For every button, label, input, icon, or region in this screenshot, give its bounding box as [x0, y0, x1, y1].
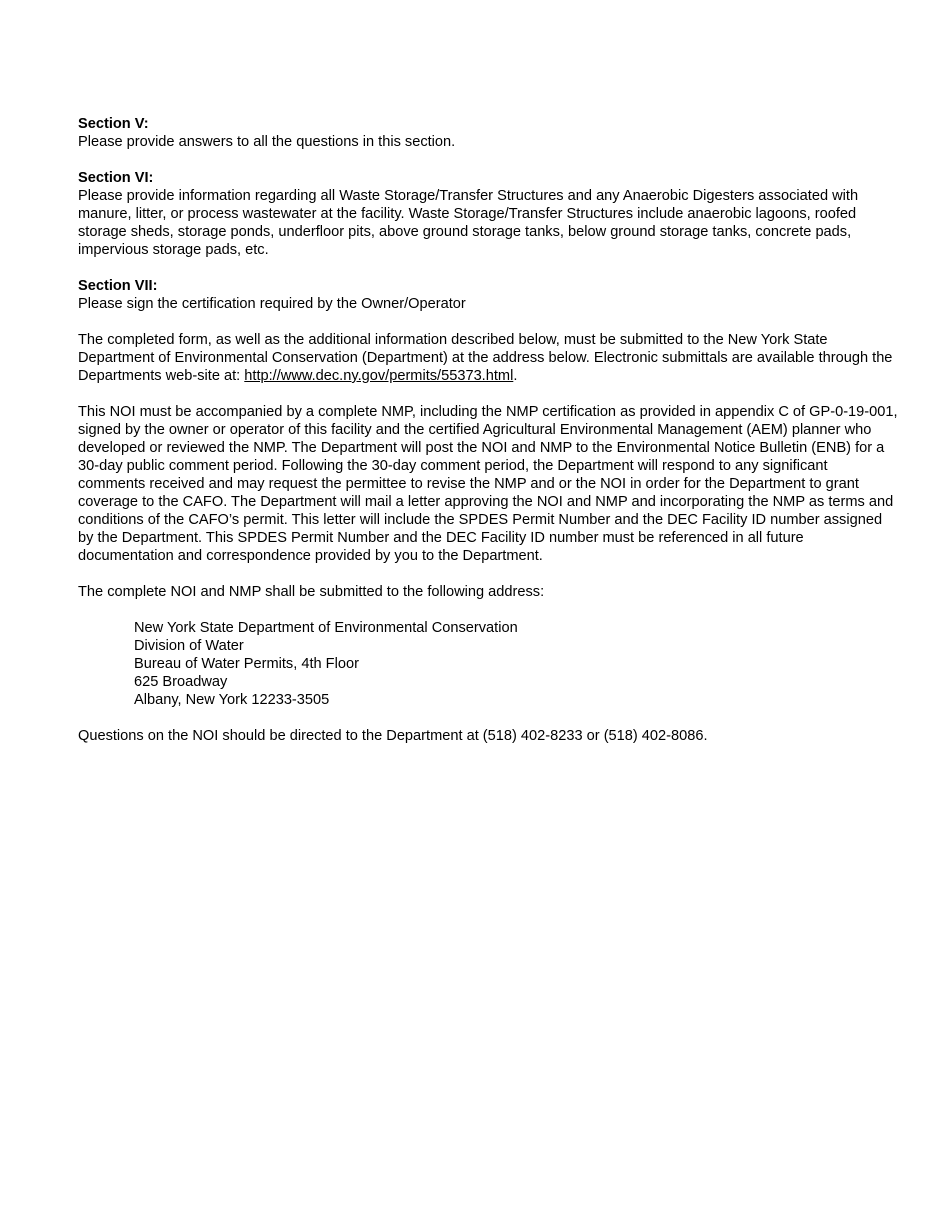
section-vii — [78, 277, 898, 313]
section-vi — [78, 169, 898, 259]
address-line-4: 625 Broadway — [134, 674, 228, 690]
section-vi-heading: Section VI: — [78, 170, 154, 186]
section-v — [78, 115, 898, 151]
address-line-1: New York State Department of Environmental Conservation — [134, 620, 518, 636]
document-page — [78, 115, 898, 763]
address-line-3: Bureau of Water Permits, 4th Floor — [134, 656, 359, 672]
nmp-paragraph: This NOI must be accompanied by a complete NMP, including the NMP certification as provided in appendix C of GP-0-19-001, signed by the owner or operator of this facility and the certified Agricultural Environmental Management (AEM) planner who developed or reviewed the NMP. The Department will post the NOI and NMP to the Environmental Notice Bulletin (ENB) for a 30-day public comment period. Following the 30-day comment period, the Department will respond to any significant comments received and may request the permittee to revise the NMP and or the NOI in order for the Department to grant coverage to the CAFO. The Department will mail a letter approving the NOI and NMP and incorporating the NMP as terms and conditions of the CAFO’s permit. This letter will include the SPDES Permit Number and the DEC Facility ID number assigned by the Department. This SPDES Permit Number and the DEC Facility ID number must be referenced in all future documentation and correspondence provided by you to the Department. — [78, 404, 898, 564]
section-vi-body: Please provide information regarding all Waste Storage/Transfer Structures and any Anaerobic Digesters associated with manure, litter, or process wastewater at the facility. Waste Storage/Transfer Structures include anaerobic lagoons, roofed storage sheds, storage ponds, underfloor pits, above ground storage tanks, below ground storage tanks, concrete pads, impervious storage pads, etc. — [78, 188, 859, 258]
questions-paragraph: Questions on the NOI should be directed to the Department at (518) 402-8233 or (518) 402-8086. — [78, 728, 708, 744]
section-vii-body: Please sign the certification required by the Owner/Operator — [78, 296, 466, 312]
submission-text: The completed form, as well as the additional information described below, must be submitted to the New York State Department of Environmental Conservation (Department) at the address below. Electronic submittals are available through the Departments web-site at: — [78, 332, 893, 384]
dec-permits-link[interactable]: http://www.dec.ny.gov/permits/55373.html — [244, 368, 514, 384]
address-intro: The complete NOI and NMP shall be submitted to the following address: — [78, 584, 545, 600]
submission-text-end: . — [513, 368, 518, 384]
address-line-2: Division of Water — [134, 638, 244, 654]
section-vii-heading: Section VII: — [78, 278, 158, 294]
section-v-body: Please provide answers to all the questions in this section. — [78, 134, 456, 150]
section-v-heading: Section V: — [78, 116, 149, 132]
mailing-address — [134, 619, 898, 709]
address-line-5: Albany, New York 12233-3505 — [134, 692, 330, 708]
submission-paragraph — [78, 331, 898, 385]
